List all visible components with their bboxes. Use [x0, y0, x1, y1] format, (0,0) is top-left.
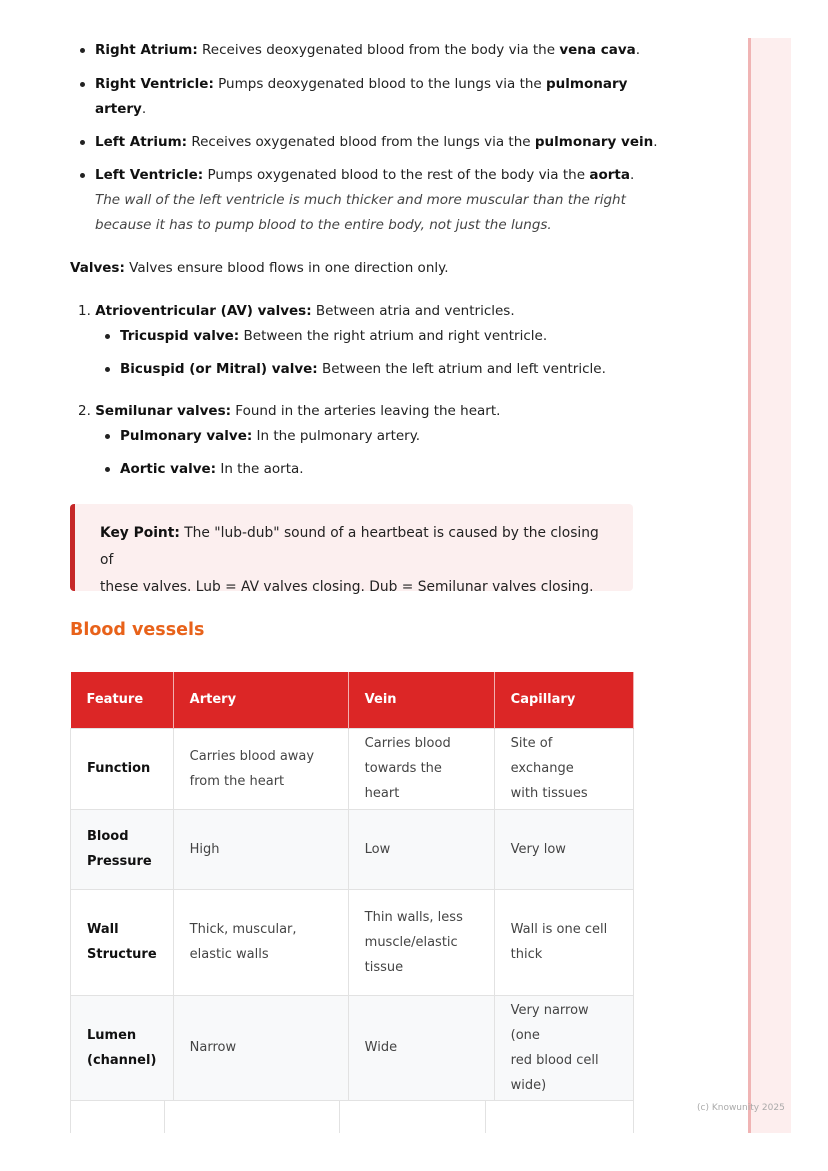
- cell-line: Lumen: [87, 1027, 137, 1043]
- table-cell: [173, 728, 348, 809]
- cell-line: Wall: [87, 922, 119, 937]
- cell-line: Carries blood away: [189, 748, 315, 764]
- header-cell: Artery: [173, 672, 348, 728]
- bullet: [80, 173, 85, 178]
- table-cell: [494, 889, 633, 995]
- table-row: [71, 995, 634, 1100]
- cell-line: muscle/elastic: [364, 934, 458, 950]
- table-row-partial: [70, 1101, 634, 1133]
- bullet: [105, 367, 110, 372]
- table-cell: [348, 728, 494, 809]
- cell-line: Thick, muscular,: [189, 922, 297, 937]
- note: The wall of the left ventricle is much thicker and more muscular than the right: [95, 192, 626, 208]
- bullet: [105, 334, 110, 339]
- cell-line: towards the heart: [364, 761, 442, 801]
- list-item-cont: artery.: [95, 101, 147, 117]
- cell-line: red blood cell: [510, 1052, 599, 1068]
- header-cell: Capillary: [494, 672, 633, 728]
- bullet: [80, 48, 85, 53]
- cell-line: Function: [87, 761, 151, 776]
- header-cell: Vein: [348, 672, 494, 728]
- list-item: Right Ventricle: Pumps deoxygenated blood to the lungs via the pulmonary: [95, 76, 628, 92]
- table-cell: [494, 995, 633, 1100]
- cell-line: Wide: [364, 1040, 398, 1055]
- section-title: Blood vessels: [70, 620, 205, 640]
- bullet: [105, 434, 110, 439]
- feature-cell: [71, 728, 174, 809]
- list-item: 2. Semilunar valves: Found in the arteries leaving the heart.: [78, 403, 501, 419]
- bullet: [105, 467, 110, 472]
- list-item: Left Atrium: Receives oxygenated blood from the lungs via the pulmonary vein.: [95, 134, 658, 150]
- valves-intro: Valves: Valves ensure blood flows in one direction only.: [70, 260, 449, 276]
- cell-line: (channel): [87, 1052, 157, 1068]
- cell-line: tissue: [364, 959, 404, 975]
- cell-line: Very low: [510, 841, 566, 857]
- key-point-callout: Key Point: The "lub-dub" sound of a heartbeat is caused by the closing of these valves. Lub = AV valves closing. Dub = Semilunar valves closing.: [70, 504, 633, 591]
- bullet: [80, 82, 85, 87]
- table-cell: [348, 995, 494, 1100]
- cell-line: with tissues: [510, 786, 588, 801]
- table-row: [71, 809, 634, 889]
- feature-cell: [71, 995, 174, 1100]
- cell-line: Narrow: [189, 1040, 237, 1055]
- list-item: Aortic valve: In the aorta.: [120, 461, 304, 477]
- cell-line: Low: [364, 841, 391, 857]
- cell-line: thick: [510, 947, 543, 962]
- table-cell: [348, 809, 494, 889]
- cell-line: Thin walls, less: [364, 909, 463, 925]
- table-row: [71, 728, 634, 809]
- table-cell: [348, 889, 494, 995]
- cell-line: High: [189, 841, 220, 857]
- list-item: Bicuspid (or Mitral) valve: Between the left atrium and left ventricle.: [120, 361, 606, 377]
- list-item: Tricuspid valve: Between the right atrium and right ventricle.: [120, 328, 548, 344]
- blood-vessels-table: [70, 672, 634, 1101]
- cell-line: Carries blood: [364, 736, 451, 751]
- table-cell: [494, 809, 633, 889]
- cell-line: Wall is one cell: [510, 922, 608, 937]
- cell-line: Very narrow (one: [510, 1002, 589, 1043]
- table-cell: [494, 728, 633, 809]
- list-item: Right Atrium: Receives deoxygenated blood from the body via the vena cava.: [95, 42, 641, 58]
- cell-line: Pressure: [87, 854, 152, 869]
- cell-line: Structure: [87, 947, 157, 962]
- cell-line: wide): [510, 1077, 547, 1093]
- bullet: [80, 140, 85, 145]
- list-item: Pulmonary valve: In the pulmonary artery.: [120, 428, 421, 444]
- table-cell: [173, 889, 348, 995]
- feature-cell: [71, 889, 174, 995]
- header-cell: Feature: [71, 672, 174, 728]
- list-item: 1. Atrioventricular (AV) valves: Between atria and ventricles.: [78, 303, 515, 319]
- table-cell: [173, 809, 348, 889]
- cell-line: Blood: [87, 829, 129, 844]
- feature-cell: [71, 809, 174, 889]
- table-cell: [173, 995, 348, 1100]
- side-margin-bar: [748, 38, 791, 1133]
- cell-line: from the heart: [189, 773, 285, 789]
- cell-line: elastic walls: [189, 947, 269, 962]
- note: because it has to pump blood to the entire body, not just the lungs.: [95, 217, 552, 233]
- copyright: (c) Knowunity 2025: [697, 1103, 785, 1113]
- list-item: Left Ventricle: Pumps oxygenated blood to the rest of the body via the aorta.: [95, 167, 635, 183]
- cell-line: Site of exchange: [510, 736, 574, 776]
- table-row: [71, 889, 634, 995]
